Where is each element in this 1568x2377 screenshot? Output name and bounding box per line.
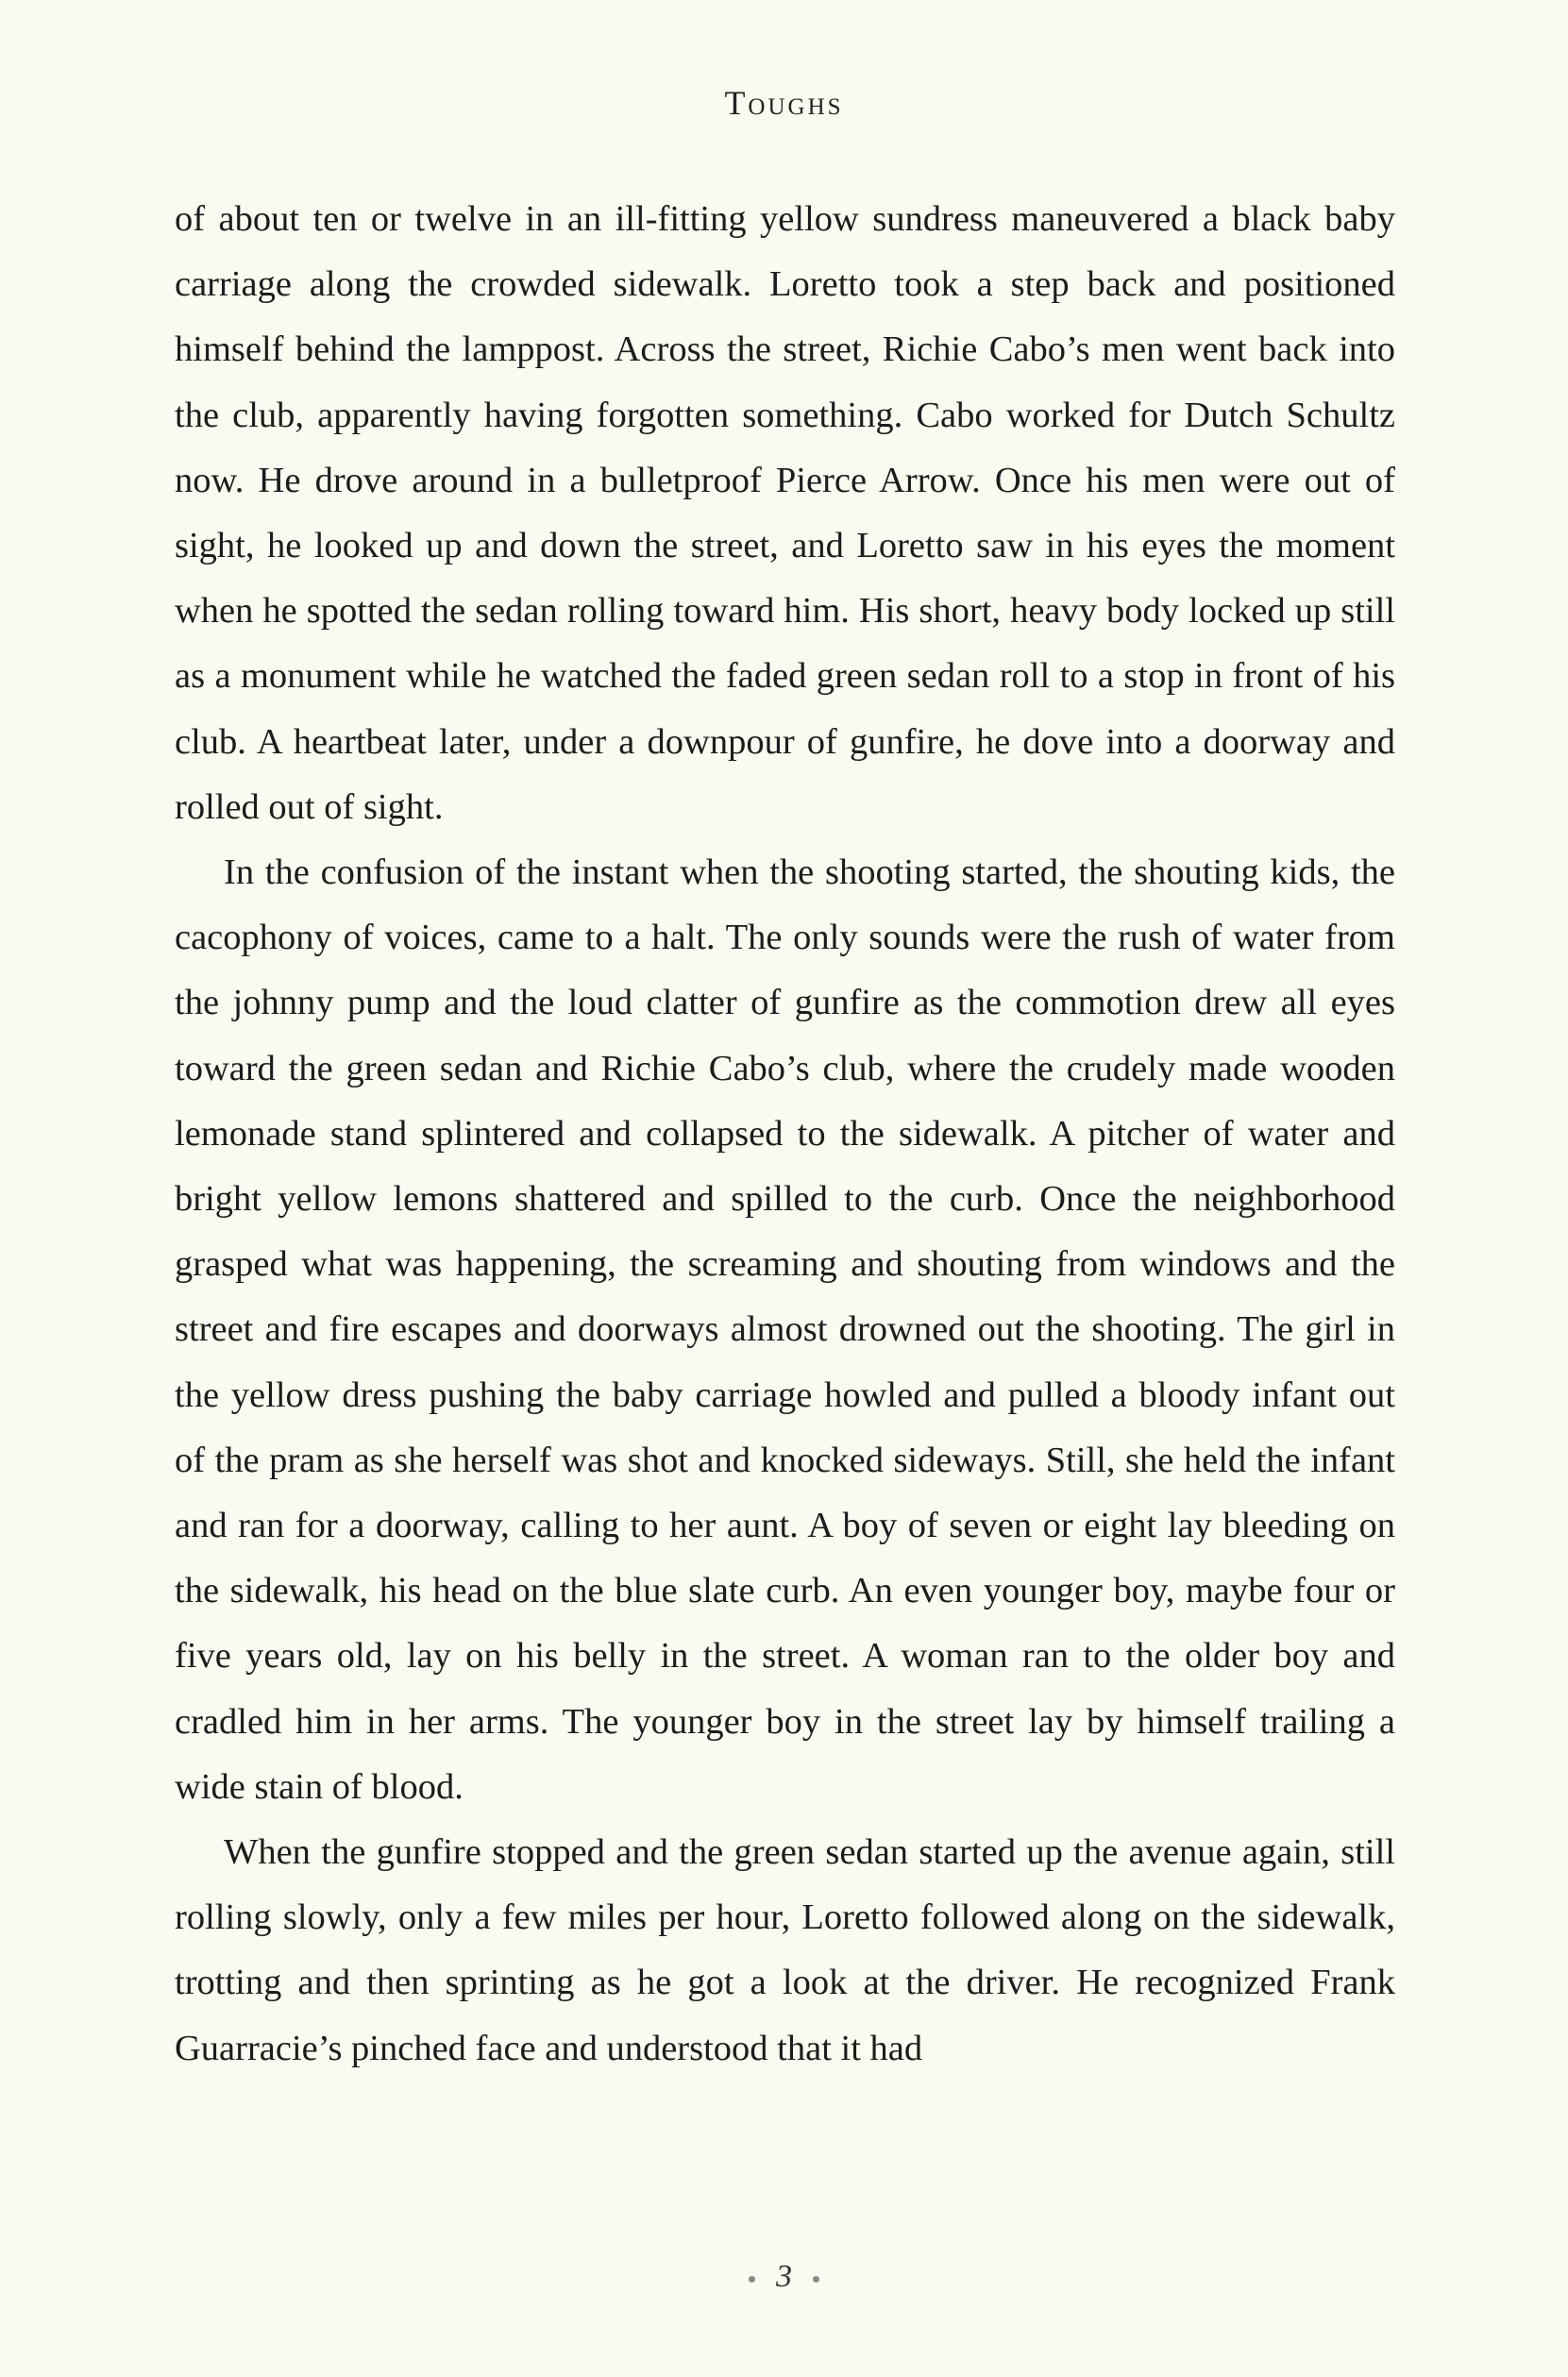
page-number: 3: [776, 2259, 792, 2294]
running-head-title: Toughs: [724, 84, 844, 122]
folio-dot-left: [749, 2276, 755, 2283]
paragraph: When the gunfire stopped and the green sedan started up the avenue again, still rolling slowly, only a few miles per hour, Loretto followed along on the sidewalk, trotting and then sprinting as he got a look at the driver. He recognized Frank Guarracie’s pinched face and understood that it had: [175, 1832, 1395, 2068]
paragraph: In the confusion of the instant when the shooting started, the shouting kids, the cacophony of voices, came to a halt. The only sounds were the rush of water from the johnny pump and the loud clatter of gunfire as the commotion drew all eyes toward the green sedan and Richie Cabo’s club, where the crudely made wooden lemonade stand splintered and collapsed to the sidewalk. A pitcher of water and bright yellow lemons shattered and spilled to the curb. Once the neighborhood grasped what was happening, the screaming and shouting from windows and the street and fire escapes and doorways almost drowned out the shooting. The girl in the yellow dress pushing the baby carriage howled and pulled a bloody infant out of the pram as she herself was shot and knocked sideways. Still, she held the infant and ran for a doorway, calling to her aunt. A boy of seven or eight lay bleeding on the sidewalk, his head on the blue slate curb. An even younger boy, maybe four or five years old, lay on his belly in the street. A woman ran to the older boy and cradled him in her arms. The younger boy in the street lay by himself trailing a wide stain of blood.: [175, 852, 1395, 1807]
folio-dot-right: [813, 2276, 819, 2283]
page-number-folio: [0, 2259, 1568, 2295]
body-text: [175, 187, 1395, 2082]
paragraph-continued: of about ten or twelve in an ill-fitting yellow sundress maneuvered a black baby carriage along the crowded sidewalk. Loretto took a step back and positioned himself behind the lamppost. Across the street, Richie Cabo’s men went back into the club, apparently having forgotten something. Cabo worked for Dutch Schultz now. He drove around in a bulletproof Pierce Arrow. Once his men were out of sight, he looked up and down the street, and Loretto saw in his eyes the moment when he spotted the sedan rolling toward him. His short, heavy body locked up still as a monument while he watched the faded green sedan roll to a stop in front of his club. A heartbeat later, under a downpour of gunfire, he dove into a doorway and rolled out of sight.: [175, 199, 1395, 827]
